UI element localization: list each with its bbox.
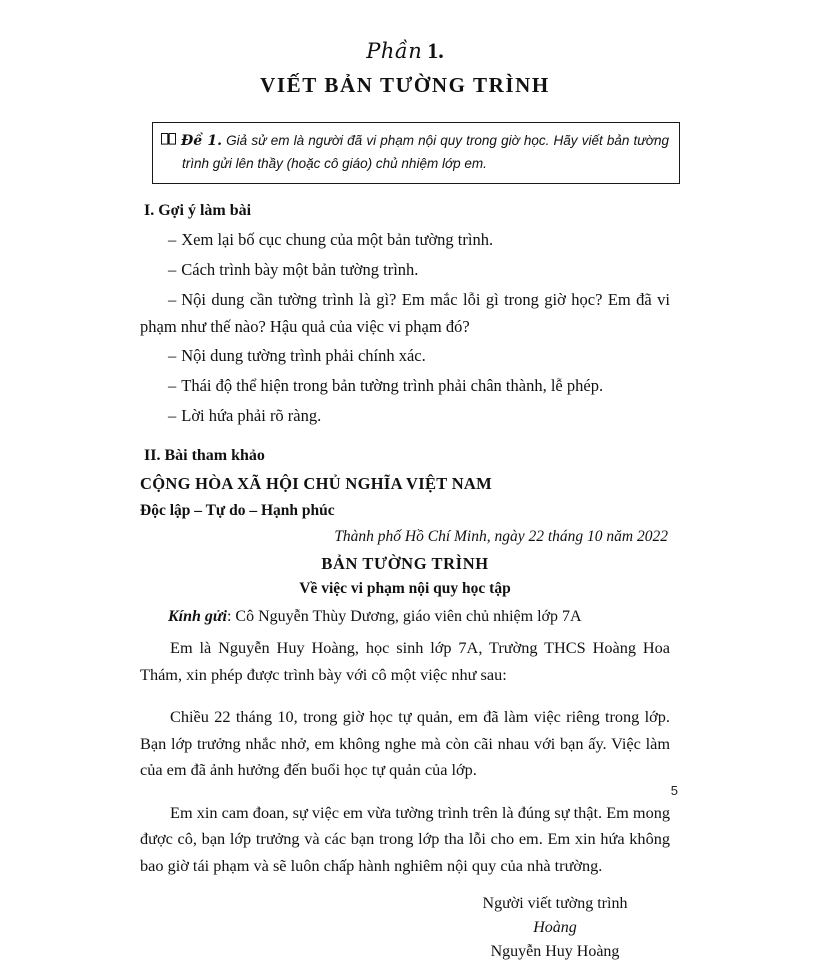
recipient-label: Kính gửi	[168, 608, 227, 626]
dash-marker: –	[168, 346, 177, 366]
part-heading	[140, 38, 670, 64]
prompt-body: Giả sử em là người đã vi phạm nội quy trong giờ học. Hãy viết bản tường trình gửi lên thầy (hoặc cô giáo) chủ nhiệm lớp em.	[182, 133, 669, 172]
list-item	[140, 287, 670, 340]
signature-role: Người viết tường trình	[482, 895, 628, 913]
dash-marker: –	[168, 289, 177, 309]
report-title: BẢN TƯỜNG TRÌNH	[321, 554, 489, 574]
list-item	[140, 257, 670, 284]
dash-marker: –	[168, 230, 177, 250]
national-motto: Độc lập – Tự do – Hạnh phúc	[140, 502, 335, 520]
report-subtitle: Về việc vi phạm nội quy học tập	[299, 580, 511, 598]
list-item-text: Lời hứa phải rõ ràng.	[181, 405, 322, 425]
signature-block	[440, 895, 670, 961]
list-item	[140, 373, 670, 400]
dash-marker: –	[168, 405, 177, 425]
prompt-text	[182, 130, 669, 175]
dash-marker: –	[168, 260, 177, 280]
list-item-text: Cách trình bày một bản tường trình.	[181, 260, 419, 280]
body-paragraph: Em xin cam đoan, sự việc em vừa tường trình trên là đúng sự thật. Em mong được cô, bạn lớp trưởng và các bạn trong lớp tha lỗi cho em. Em xin hứa không bao giờ tái phạm và sẽ luôn chấp hành nghiêm nội quy của nhà trường.	[140, 802, 670, 875]
signature-name: Nguyễn Huy Hoàng	[490, 943, 620, 961]
list-item	[140, 343, 670, 370]
prompt-label: Đề 1.	[181, 133, 223, 149]
part-word: Phần	[366, 39, 423, 63]
open-book-icon	[161, 133, 176, 149]
part-number: 1.	[427, 38, 444, 63]
dash-marker: –	[168, 375, 177, 395]
recipient-value: : Cô Nguyễn Thùy Dương, giáo viên chủ nhiệm lớp 7A	[226, 608, 582, 626]
body-paragraph: Chiều 22 tháng 10, trong giờ học tự quản, em đã làm việc riêng trong lớp. Bạn lớp trưởng nhắc nhở, em không nghe mà còn cãi nhau với bạn ấy. Việc làm của em đã ảnh hưởng đến buổi học tự quản của lớp.	[140, 707, 670, 780]
national-title: CỘNG HÒA XÃ HỘI CHỦ NGHĨA VIỆT NAM	[140, 474, 493, 494]
signature-script: Hoàng	[533, 919, 577, 937]
section-two-heading: II. Bài tham khảo	[144, 447, 265, 465]
reference-document	[140, 474, 670, 961]
list-item-text: Xem lại bố cục chung của một bản tường trình.	[181, 230, 494, 250]
list-item	[140, 227, 670, 254]
page-title: VIẾT BẢN TƯỜNG TRÌNH	[260, 73, 550, 97]
hint-list	[140, 227, 670, 429]
list-item-text: Nội dung tường trình phải chính xác.	[181, 346, 426, 366]
body-paragraph: Em là Nguyễn Huy Hoàng, học sinh lớp 7A, Trường THCS Hoàng Hoa Thám, xin phép được trình bày với cô một việc như sau:	[140, 638, 670, 684]
prompt-box	[152, 122, 680, 184]
recipient-line	[168, 608, 670, 626]
list-item	[140, 403, 670, 430]
dateline: Thành phố Hồ Chí Minh, ngày 22 tháng 10 năm 2022	[334, 528, 668, 546]
section-one-heading: I. Gợi ý làm bài	[144, 202, 252, 220]
list-item-text: Thái độ thể hiện trong bản tường trình phải chân thành, lễ phép.	[181, 375, 604, 395]
list-item-text: Nội dung cần tường trình là gì? Em mắc lỗi gì trong giờ học? Em đã vi phạm như thế nào? Hậu quả của việc vi phạm đó?	[140, 289, 670, 336]
page-number: 5	[670, 783, 678, 798]
